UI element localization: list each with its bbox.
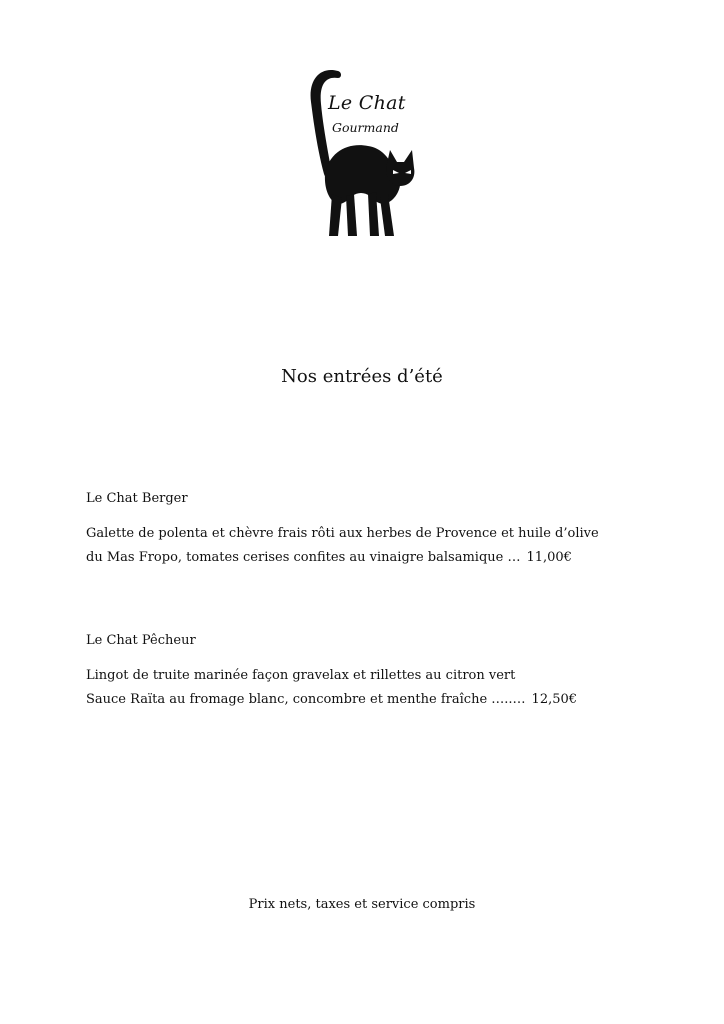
dish-description [86, 664, 646, 712]
price-note: Prix nets, taxes et service compris [248, 897, 476, 912]
dish-description-line: du Mas Fropo, tomates cerises confites au vinaigre balsamique … [86, 550, 521, 565]
dish-price: 11,00€ [526, 550, 572, 565]
menu-item [86, 487, 646, 570]
dish-description-line: Sauce Raïta au fromage blanc, concombre et menthe fraîche …..… [86, 692, 526, 707]
menu-item [86, 629, 646, 712]
dish-description [86, 522, 646, 570]
dish-price: 12,50€ [531, 692, 578, 707]
logo-text-le-chat: Le Chat [328, 92, 406, 114]
dish-name: Le Chat Berger [86, 491, 188, 506]
dish-description-line: Lingot de truite marinée façon gravelax et rillettes au citron vert [86, 668, 516, 683]
dish-description-line: Galette de polenta et chèvre frais rôti aux herbes de Provence et huile d’olive [86, 526, 599, 541]
page-title: Nos entrées d’été [281, 366, 443, 387]
restaurant-logo [298, 66, 424, 240]
logo-text-gourmand: Gourmand [332, 120, 399, 135]
dish-name: Le Chat Pêcheur [86, 633, 196, 648]
